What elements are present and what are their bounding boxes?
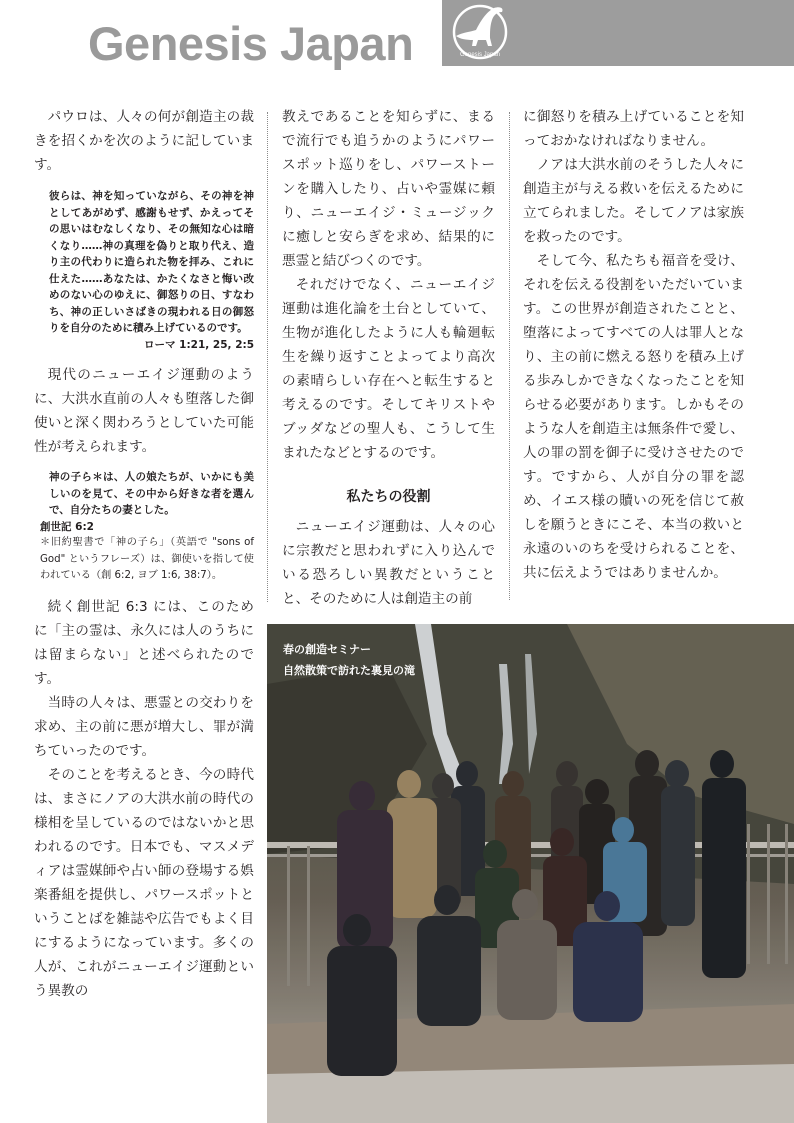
column-divider — [509, 112, 510, 600]
paragraph: ニューエイジ運動は、人々の心に宗教だと思われずに入り込んでいる恐ろしい異教だということと、そのために人は創造主の前 — [282, 519, 495, 607]
scripture-reference: ローマ 1:21, 25, 2:5 — [144, 338, 254, 351]
dinosaur-icon — [446, 2, 514, 62]
paragraph: ノアは大洪水前のそうした人々に創造主が与える救いを伝えるために立てられました。そしてノアは家族を救ったのです。 — [523, 157, 744, 245]
paragraph: 続く創世記 6:3 には、このために「主の霊は、永久には人のうちには留まらない」と述べられたのです。 — [34, 598, 254, 687]
column-2 — [282, 105, 495, 611]
logo-text: Genesis Japan — [459, 52, 501, 58]
photo-caption-subtitle: 自然散策で訪れた裏見の滝 — [283, 664, 415, 677]
scripture-reference: 創世記 6:2 — [40, 520, 94, 533]
column-divider — [267, 112, 268, 602]
footnote: ＊旧約聖書で「神の子ら」（英語で "sons of God" というフレーズ）は、御使いを指して使われている（創 6:2, ヨブ 1:6, 38:7）。 — [40, 537, 254, 581]
magazine-title: Genesis Japan — [88, 17, 414, 70]
photo-caption-title: 春の創造セミナー — [283, 643, 371, 656]
paragraph: それだけでなく、ニューエイジ運動は進化論を土台としていて、生物が進化したように人も輪廻転生を繰り返すことよってより高次の素晴らしい存在へと転生すると考えるのです。そしてキリストやブッダなどの聖人も、こうして生まれたなどとするのです。 — [282, 277, 495, 461]
paragraph: そのことを考えるとき、今の時代は、まさにノアの大洪水前の時代の様相を呈しているのではないかと思われるのです。日本でも、マスメディアは霊媒師や占い師の登場する娯楽番組を提供し、パワースポットということばを雑誌や広告でもよく目にするようになっています。多くの人が、これがニューエイジ運動という異教の — [34, 766, 254, 999]
paragraph: 当時の人々は、悪霊との交わりを求め、主の前に悪が増大し、罪が満ちていったのです。 — [34, 694, 254, 759]
column-3 — [523, 105, 744, 585]
column-1 — [34, 105, 254, 1003]
section-heading: 私たちの役割 — [346, 489, 431, 505]
paragraph: そして今、私たちも福音を受け、それを伝える役割をいただいています。この世界が創造されたことと、堕落によってすべての人は罪人となり、主の前に燃える怒りを積み上げる歩みしかできなくなったことを知らせる必要があります。しかもそのような人を創造主は無条件で愛し、人の罪の罰を御子に受けさせたのです。ですから、人が自分の罪を認め、イエス様の贖いの死を信じて赦しを願うときにこそ、本当の救いと永遠のいのちを受けられることを、共に伝えようではありませんか。 — [523, 253, 744, 581]
paragraph: 教えであることを知らずに、まるで流行でも追うかのようにパワースポット巡りをし、パワーストーンを購入したり、占いや霊媒に頼り、ニューエイジ・ミュージックに癒しと安らぎを求め、結果的に悪霊と結びつくのです。 — [282, 109, 495, 269]
photo-scene — [267, 624, 794, 1123]
paragraph: に御怒りを積み上げていることを知っておかなければなりません。 — [523, 109, 744, 149]
scripture-quote: 神の子ら＊は、人の娘たちが、いかにも美しいのを見て、その中から好きな者を選んで、自分たちの妻とした。 — [49, 471, 254, 516]
paragraph: パウロは、人々の何が創造主の裁きを招くかを次のように記しています。 — [34, 109, 254, 173]
paragraph: 現代のニューエイジ運動のように、大洪水直前の人々も堕落した御使いと深く関わろうとしていた可能性が考えられます。 — [34, 367, 254, 455]
scripture-quote: 彼らは、神を知っていながら、その神を神としてあがめず、感謝もせず、かえってその思いはむなしくなり、その無知な心は暗くなり……神の真理を偽りと取り代え、造り主の代わりに造られた物を拝み、これに仕えた……あなたは、かたくなさと悔い改めのない心のゆえに、御怒りの日、すなわち、神の正しいさばきの現われる日の御怒りを自分のために積み上げているのです。 — [49, 190, 254, 334]
group-photo — [267, 624, 794, 1123]
